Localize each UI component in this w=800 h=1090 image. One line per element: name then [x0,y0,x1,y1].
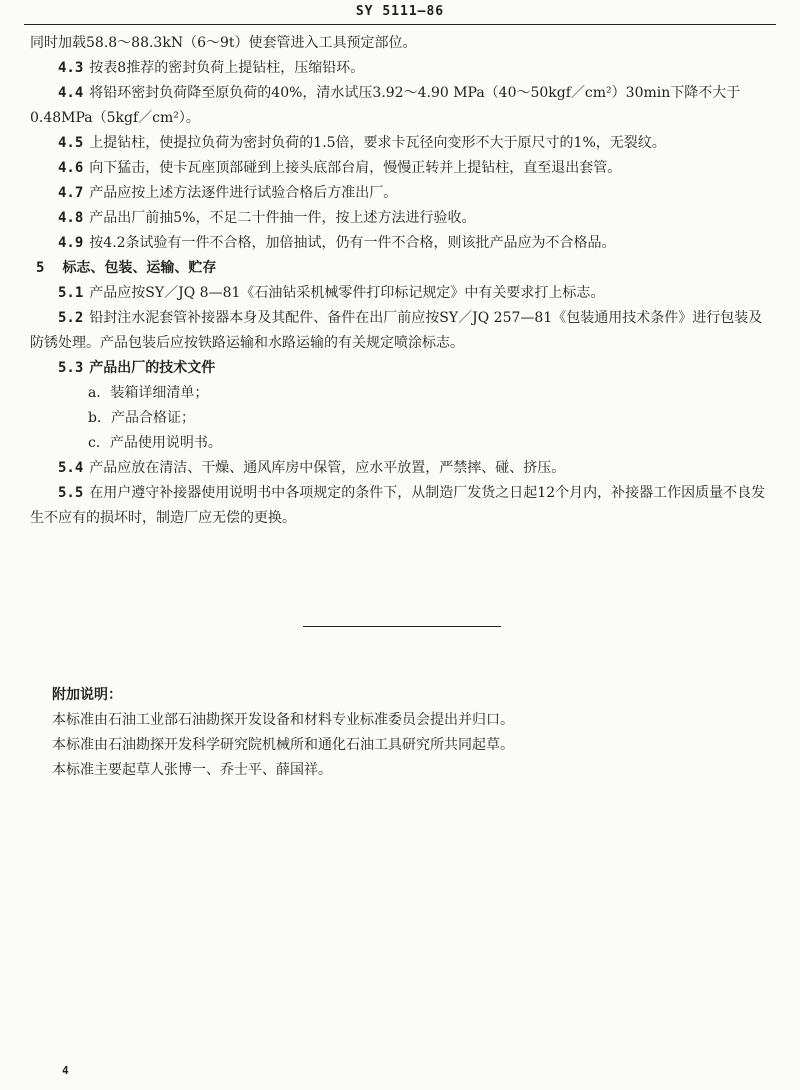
clause-4-5 [30,131,772,156]
clause-text: 向下猛击，使卡瓦座顶部碰到上接头底部台肩，慢慢正转并上提钻柱，直至退出套管。 [89,160,622,176]
clause-text: 产品应按SY／JQ 8—81《石油钻采机械零件打印标记规定》中有关要求打上标志。 [89,285,605,301]
clause-text: 铅封注水泥套管补接器本身及其配件、备件在出厂前应按SY／JQ 257—81《包装通用技术条件》进行包装及防锈处理。产品包装后应按铁路运输和水路运输的有关规定喷涂标志。 [30,310,763,351]
clause-number: 5.1 [58,285,84,301]
notes-line: 本标准由石油工业部石油勘探开发设备和材料专业标准委员会提出并归口。 [52,712,514,728]
clause-4-4 [30,81,772,131]
clause-text: 产品应按上述方法逐件进行试验合格后方准出厂。 [89,185,398,201]
paragraph-intro: 同时加载58.8～88.3kN（6～9t）使套管进入工具预定部位。 [30,35,417,51]
clause-number: 4.9 [58,235,84,251]
clause-number: 5.2 [58,310,84,326]
clause-5-2 [30,306,772,356]
clause-4-7 [30,181,772,206]
clause-number: 5.4 [58,460,84,476]
notes-line: 本标准主要起草人张博一、乔士平、薛国祥。 [52,762,332,778]
page-header: SY 5111—86 [355,4,445,19]
document-body [30,31,772,531]
clause-text: 产品出厂前抽5%，不足二十件抽一件，按上述方法进行验收。 [89,210,476,226]
page-number: 4 [62,1064,69,1077]
list-item: a．装箱详细清单； [88,385,209,401]
list-item: b．产品合格证； [88,410,195,426]
end-of-standard-rule [303,626,501,627]
clause-number: 4.7 [58,185,84,201]
clause-text: 上提钻柱，使提拉负荷为密封负荷的1.5倍，要求卡瓦径向变形不大于原尺寸的1%，无裂纹。 [89,135,666,151]
clause-5-5 [30,481,772,531]
notes-title: 附加说明： [52,687,122,703]
header-rule [24,24,776,25]
list-item: c．产品使用说明书。 [88,435,222,451]
clause-4-3 [30,56,772,81]
clause-number: 4.4 [58,85,84,101]
clause-5-1 [30,281,772,306]
clause-4-6 [30,156,772,181]
clause-number: 5.5 [58,485,84,501]
notes-line: 本标准由石油勘探开发科学研究院机械所和通化石油工具研究所共同起草。 [52,737,514,753]
clause-text: 产品应放在清洁、干燥、通风库房中保管，应水平放置，严禁摔、碰、挤压。 [89,460,566,476]
section-title: 标志、包装、运输、贮存 [62,260,217,276]
clause-number: 4.3 [58,60,84,76]
clause-text: 按4.2条试验有一件不合格，加倍抽试，仍有一件不合格，则该批产品应为不合格品。 [89,235,616,251]
clause-5-4 [30,456,772,481]
clause-text: 在用户遵守补接器使用说明书中各项规定的条件下，从制造厂发货之日起12个月内，补接器工作因质量不良发生不应有的损坏时，制造厂应无偿的更换。 [30,485,766,526]
section-number: 5 [36,260,45,276]
clause-4-8 [30,206,772,231]
clause-4-9 [30,231,772,256]
clause-text: 将铅环密封负荷降至原负荷的40%，清水试压3.92～4.90 MPa（40～50kgf／cm²）30min下降不大于0.48MPa（5kgf／cm²）。 [30,85,741,126]
clause-number: 4.6 [58,160,84,176]
additional-notes [52,683,752,783]
clause-5-3-heading [30,356,772,381]
section-5-heading [30,256,772,281]
clause-text: 按表8推荐的密封负荷上提钻柱，压缩铅环。 [89,60,365,76]
clause-title: 产品出厂的技术文件 [89,360,216,376]
clause-number: 4.8 [58,210,84,226]
clause-number: 5.3 [58,360,84,376]
clause-number: 4.5 [58,135,84,151]
